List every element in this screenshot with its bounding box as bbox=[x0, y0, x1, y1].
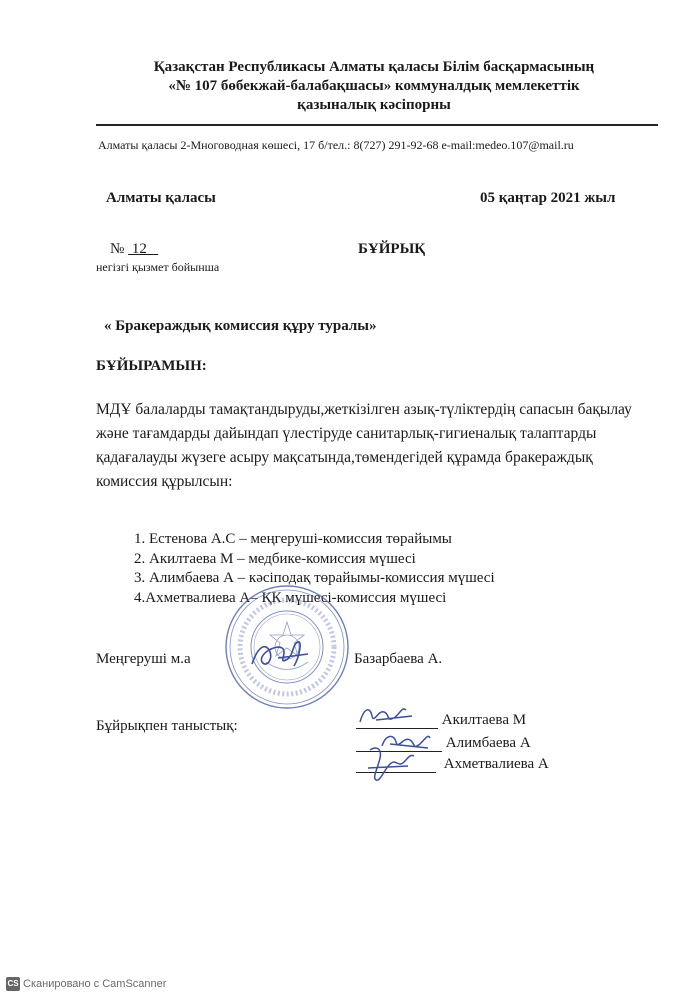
order-number-prefix: № bbox=[110, 241, 125, 257]
ack-name-3: Ахметвалиева А bbox=[443, 756, 549, 772]
order-title: БҰЙРЫҚ bbox=[358, 241, 426, 257]
order-number-value: 12 bbox=[128, 241, 159, 257]
contact-info: Алматы қаласы 2-Многоводная көшесі, 17 б/тел.: 8(727) 291-92-68 e-mail:medeo.107@mail.ru bbox=[98, 138, 574, 152]
header-line-3: қазыналық кәсіпорны bbox=[297, 97, 451, 113]
order-subject: « Бракераждық комиссия құру туралы» bbox=[104, 318, 377, 334]
camscanner-icon: CS bbox=[6, 977, 20, 991]
org-header bbox=[0, 58, 686, 115]
acknowledged-label: Бұйрықпен таныстық: bbox=[96, 718, 238, 734]
ack-name-1: Акилтаева М bbox=[441, 712, 527, 728]
scanner-watermark bbox=[6, 977, 166, 991]
header-line-2: «№ 107 бөбекжай-балабақшасы» коммуналдық мемлекеттік bbox=[168, 78, 580, 94]
order-number bbox=[110, 241, 158, 258]
manager-label: Меңгеруші м.а bbox=[96, 651, 191, 667]
order-activity: негізгі қызмет бойынша bbox=[96, 260, 220, 274]
manager-signature bbox=[248, 634, 318, 679]
order-body: МДҰ балаларды тамақтандыруды,жеткізілген азық-түліктердің сапасын бақылау және тағамдарды дайындап үлестіруде санитарлық-гигиеналық талаптарды қадағалауды жүзеге асыру мақсатында,төмендегідей құрамда бракераждық комиссия құрылсын: bbox=[96, 401, 632, 490]
header-divider bbox=[96, 124, 658, 126]
list-item: 2. Акилтаева М – медбике-комиссия мүшесі bbox=[134, 550, 416, 567]
document-place: Алматы қаласы bbox=[106, 190, 216, 206]
document-date: 05 қаңтар 2021 жыл bbox=[480, 190, 616, 206]
ack-name-2: Алимбаева А bbox=[445, 735, 531, 751]
header-line-1: Қазақстан Республикасы Алматы қаласы Білім басқармасының bbox=[153, 59, 595, 75]
order-command: БҰЙЫРАМЫН: bbox=[96, 358, 207, 374]
manager-name: Базарбаева А. bbox=[354, 651, 443, 667]
list-item: 1. Естенова А.С – меңгеруші-комиссия төрайымы bbox=[134, 531, 452, 547]
list-item: 4.Ахметвалиева А– ҚК мүшесі-комиссия мүшесі bbox=[134, 589, 447, 606]
scanner-text: Сканировано с CamScanner bbox=[23, 977, 167, 990]
ack-signature-3 bbox=[362, 742, 422, 784]
list-item: 3. Алимбаева А – кәсіподақ төрайымы-комиссия мүшесі bbox=[134, 570, 495, 586]
